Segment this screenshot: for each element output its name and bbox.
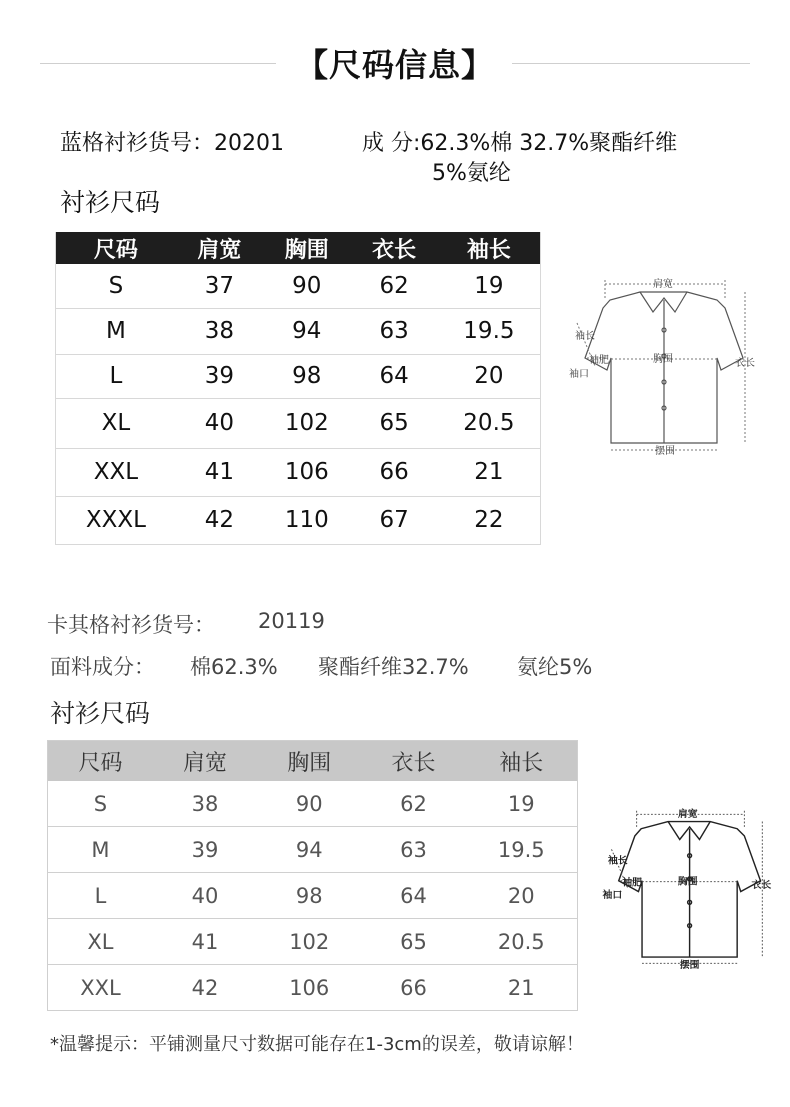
fabric-cotton: 棉62.3% bbox=[190, 655, 278, 679]
table-row bbox=[48, 827, 578, 873]
table-cell: 22 bbox=[438, 496, 541, 544]
diagram-label-bicep: 袖肥 bbox=[622, 877, 643, 889]
table-cell: S bbox=[56, 264, 176, 308]
table-cell: 110 bbox=[263, 496, 350, 544]
diagram-label-cuff: 袖口 bbox=[569, 369, 589, 380]
table-cell: 20.5 bbox=[466, 919, 578, 965]
table-cell: 42 bbox=[153, 965, 257, 1011]
table-cell: M bbox=[56, 308, 176, 354]
table-row bbox=[56, 264, 541, 308]
col-header: 袖长 bbox=[466, 741, 578, 782]
table-cell: 21 bbox=[466, 965, 578, 1011]
table-cell: 37 bbox=[176, 264, 263, 308]
table-cell: 65 bbox=[361, 919, 465, 965]
composition-line-1: 成 分:62.3%棉 32.7%聚酯纤维 bbox=[362, 131, 678, 156]
table-cell: 39 bbox=[153, 827, 257, 873]
col-header: 肩宽 bbox=[176, 232, 263, 264]
diagram-label-chest: 胸围 bbox=[653, 354, 673, 365]
diagram-label-cuff: 袖口 bbox=[602, 889, 623, 901]
table-cell: 65 bbox=[350, 398, 437, 448]
table-cell: 19.5 bbox=[466, 827, 578, 873]
size-table-1 bbox=[55, 232, 541, 545]
col-header: 胸围 bbox=[257, 741, 361, 782]
fabric-spandex: 氨纶5% bbox=[517, 655, 593, 679]
composition-line-2: 5%氨纶 bbox=[432, 161, 511, 186]
table-cell: 63 bbox=[350, 308, 437, 354]
item-number-label: 蓝格衬衫货号：20201 bbox=[60, 131, 284, 156]
diagram-label-hem: 摆围 bbox=[655, 446, 675, 457]
table-title-2: 衬衫尺码 bbox=[50, 699, 151, 728]
table-cell: 19 bbox=[438, 264, 541, 308]
table-cell: XL bbox=[56, 398, 176, 448]
col-header: 尺码 bbox=[56, 232, 176, 264]
table-row bbox=[56, 398, 541, 448]
table-cell: 62 bbox=[350, 264, 437, 308]
table-cell: 102 bbox=[263, 398, 350, 448]
table-cell: 63 bbox=[361, 827, 465, 873]
diagram-label-shoulder: 肩宽 bbox=[653, 279, 673, 290]
shirt-measurement-diagram-1 bbox=[565, 268, 765, 463]
table-cell: 106 bbox=[257, 965, 361, 1011]
col-header: 袖长 bbox=[438, 232, 541, 264]
table-cell: 94 bbox=[257, 827, 361, 873]
table-cell: 41 bbox=[153, 919, 257, 965]
table-header-row bbox=[56, 232, 541, 264]
fabric-polyester: 聚酯纤维32.7% bbox=[318, 655, 469, 679]
table-row bbox=[48, 919, 578, 965]
table-cell: 21 bbox=[438, 448, 541, 496]
table-row bbox=[56, 308, 541, 354]
table-cell: XXXL bbox=[56, 496, 176, 544]
table-row bbox=[48, 873, 578, 919]
table-cell: 90 bbox=[257, 781, 361, 827]
table-cell: 90 bbox=[263, 264, 350, 308]
table-cell: 62 bbox=[361, 781, 465, 827]
table-cell: 38 bbox=[176, 308, 263, 354]
table-cell: 20 bbox=[466, 873, 578, 919]
table-cell: XXL bbox=[48, 965, 153, 1011]
measurement-disclaimer: *温馨提示：平铺测量尺寸数据可能存在1-3cm的误差，敬请谅解！ bbox=[50, 1034, 584, 1055]
diagram-label-length: 衣长 bbox=[735, 358, 755, 369]
diagram-label-sleeve-length: 袖长 bbox=[607, 855, 628, 867]
col-header: 肩宽 bbox=[153, 741, 257, 782]
table-cell: 98 bbox=[257, 873, 361, 919]
table-cell: 20.5 bbox=[438, 398, 541, 448]
table-cell: 20 bbox=[438, 354, 541, 398]
table-cell: L bbox=[48, 873, 153, 919]
table-cell: M bbox=[48, 827, 153, 873]
diagram-label-shoulder: 肩宽 bbox=[677, 809, 698, 821]
table-cell: XXL bbox=[56, 448, 176, 496]
table-cell: 67 bbox=[350, 496, 437, 544]
col-header: 衣长 bbox=[350, 232, 437, 264]
diagram-label-bicep: 袖肥 bbox=[589, 355, 609, 366]
diagram-label-chest: 胸围 bbox=[677, 876, 698, 888]
table-cell: 66 bbox=[350, 448, 437, 496]
diagram-label-sleeve-length: 袖长 bbox=[575, 331, 595, 342]
table-cell: 38 bbox=[153, 781, 257, 827]
table-cell: XL bbox=[48, 919, 153, 965]
table-cell: 64 bbox=[350, 354, 437, 398]
table-cell: 106 bbox=[263, 448, 350, 496]
table-cell: 64 bbox=[361, 873, 465, 919]
table-cell: 42 bbox=[176, 496, 263, 544]
table-cell: L bbox=[56, 354, 176, 398]
item-number-value-2: 20119 bbox=[258, 609, 325, 633]
table-cell: 98 bbox=[263, 354, 350, 398]
fabric-label: 面料成分： bbox=[50, 655, 155, 679]
table-row bbox=[56, 496, 541, 544]
table-cell: S bbox=[48, 781, 153, 827]
item-number-label-2: 卡其格衬衫货号： bbox=[47, 613, 215, 637]
diagram-label-hem: 摆围 bbox=[679, 959, 700, 971]
table-header-row bbox=[48, 741, 578, 782]
table-cell: 39 bbox=[176, 354, 263, 398]
table-cell: 19.5 bbox=[438, 308, 541, 354]
table-row bbox=[56, 354, 541, 398]
table-cell: 94 bbox=[263, 308, 350, 354]
diagram-label-length: 衣长 bbox=[751, 879, 772, 891]
table-row bbox=[48, 965, 578, 1011]
table-cell: 66 bbox=[361, 965, 465, 1011]
page-title: 【尺码信息】 bbox=[295, 46, 494, 84]
table-row bbox=[48, 781, 578, 827]
table-cell: 40 bbox=[153, 873, 257, 919]
table-cell: 40 bbox=[176, 398, 263, 448]
table-cell: 19 bbox=[466, 781, 578, 827]
table-title: 衬衫尺码 bbox=[60, 188, 161, 217]
table-row bbox=[56, 448, 541, 496]
col-header: 衣长 bbox=[361, 741, 465, 782]
col-header: 胸围 bbox=[263, 232, 350, 264]
size-table-2 bbox=[47, 740, 578, 1011]
table-cell: 41 bbox=[176, 448, 263, 496]
col-header: 尺码 bbox=[48, 741, 153, 782]
table-cell: 102 bbox=[257, 919, 361, 965]
shirt-measurement-diagram-2 bbox=[598, 800, 783, 975]
